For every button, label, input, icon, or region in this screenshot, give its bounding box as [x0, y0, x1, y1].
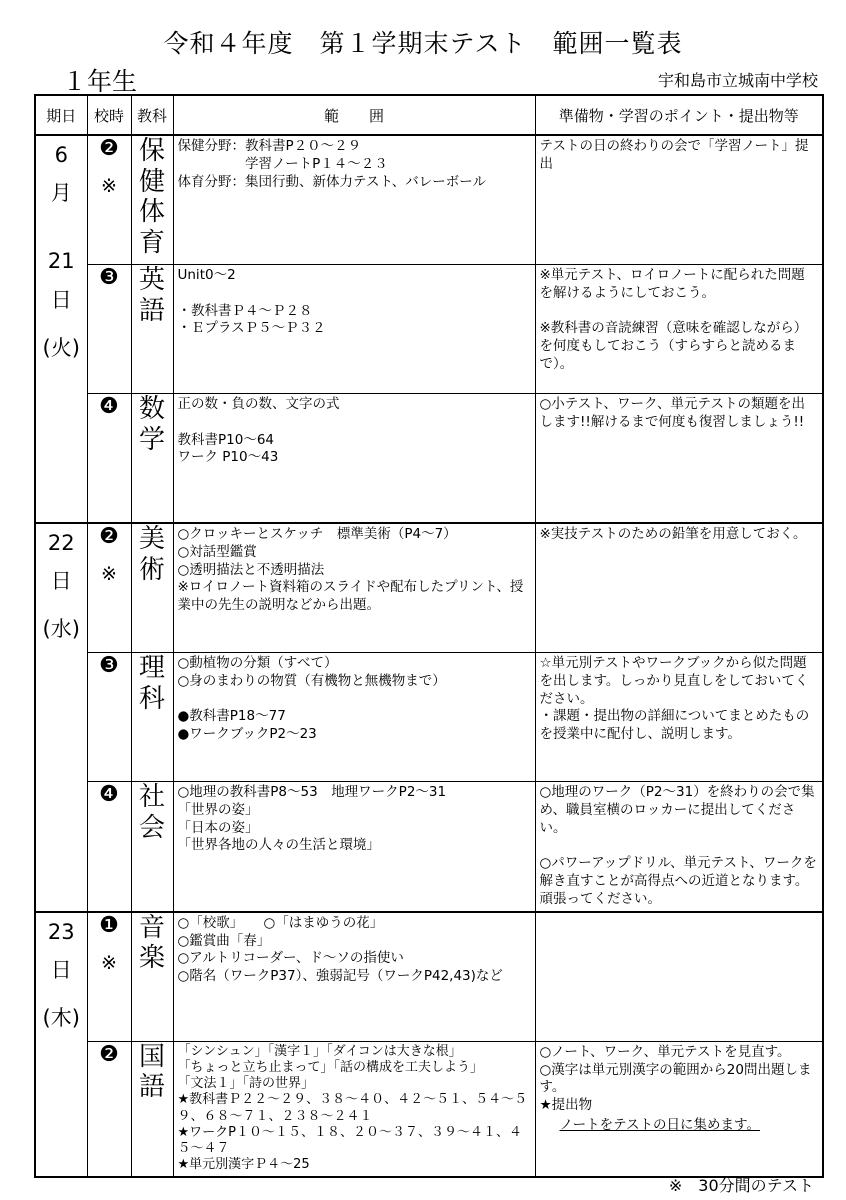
period-number: ❸	[99, 653, 119, 678]
table-row	[35, 1041, 823, 1177]
subject-cell	[131, 265, 173, 394]
notes-cell	[535, 265, 823, 394]
date-cell-23	[35, 912, 87, 1177]
notes-text: ※実技テストのための鉛筆を用意しておく。	[539, 526, 807, 542]
range-text: Unit0～2 ・教科書Ｐ４～Ｐ２８ ・ＥプラスＰ５～Ｐ３２	[177, 267, 326, 337]
range-cell	[173, 912, 535, 1042]
subject-cell	[131, 912, 173, 1042]
subject-name: 英語	[139, 265, 166, 326]
header-subject: 教科	[131, 95, 173, 135]
date-line: 21	[47, 249, 75, 274]
subject-name: 理科	[139, 653, 166, 714]
period-number: ❷	[99, 136, 119, 161]
notes-text: ○小テスト、ワーク、単元テストの類題を出します!!解けるまで何度も復習しましょう!!	[539, 396, 805, 430]
header-range: 範 囲	[173, 95, 535, 135]
date-line: 月	[50, 181, 72, 206]
period-cell	[87, 1041, 131, 1177]
subject-name: 音楽	[139, 912, 166, 974]
date-cell-22	[35, 523, 87, 912]
notes-cell	[535, 523, 823, 653]
date-line: 日	[50, 287, 72, 312]
subject-name: 国語	[139, 1041, 166, 1103]
range-cell	[173, 394, 535, 524]
footer-note: ※ 30分間のテスト	[668, 1176, 814, 1195]
date-cell-6-21	[35, 135, 87, 523]
period-cell	[87, 265, 131, 394]
notes-text: ○地理のワーク（P2～31）を終わりの会で集め、職員室横のロッカーに提出してください。 ○パワーアップドリル、単元テスト、ワークを解き直すことが高得点への近道となります。頑張ってください。	[539, 784, 817, 907]
period-cell	[87, 782, 131, 912]
subject-cell	[131, 1041, 173, 1177]
school-name: 宇和島市立城南中学校	[657, 71, 818, 90]
subject-name: 保健体育	[139, 136, 166, 259]
period-cell	[87, 135, 131, 265]
table-row	[35, 782, 823, 912]
header-notes: 準備物・学習のポイント・提出物等	[535, 95, 823, 135]
range-text: ○クロッキーとスケッチ 標準美術（P4～7） ○対話型鑑賞 ○透明描法と不透明描法 ※ロイロノート資料箱のスライドや配布したプリント、授業中の先生の説明などから出題。	[177, 526, 524, 614]
table-row	[35, 135, 823, 265]
notes-cell	[535, 912, 823, 1042]
period-number: ❸	[99, 265, 119, 290]
date-line: 23	[47, 919, 75, 944]
period-number: ❷	[99, 1041, 119, 1067]
range-cell	[173, 782, 535, 912]
range-text: ○「校歌」 ○「はまゆうの花」 ○鑑賞曲「春」 ○アルトリコーダー、ド～ソの指使い ○階名（ワークP37）、強弱記号（ワークP42,43)など	[177, 914, 503, 985]
date-line: 6	[54, 143, 68, 167]
period-number: ❹	[99, 394, 119, 419]
subject-name: 美術	[139, 524, 166, 585]
notes-text: ○ノート、ワーク、単元テストを見直す。 ○漢字は単元別漢字の範囲から20問出題します。 ★提出物	[539, 1043, 812, 1114]
header-date: 期日	[35, 95, 87, 135]
notes-text	[536, 913, 823, 917]
range-text: ○地理の教科書P8～53 地理ワークP2～31 「世界の姿」 「日本の姿」 「世界各地の人々の生活と環境」	[177, 784, 447, 854]
table-header-row	[35, 95, 823, 135]
range-cell	[173, 135, 535, 265]
period-cell	[87, 653, 131, 782]
notes-text: テストの日の終わりの会で「学習ノート」提出	[539, 138, 809, 172]
subject-name: 社会	[139, 782, 166, 843]
subject-name: 数学	[139, 394, 166, 455]
short-test-mark: ※	[101, 951, 117, 974]
date-line: (木)	[42, 1006, 80, 1031]
exam-range-table	[34, 94, 824, 1178]
table-row	[35, 523, 823, 653]
date-line: 22	[47, 531, 75, 555]
notes-cell	[535, 135, 823, 265]
range-cell	[173, 523, 535, 653]
table-row	[35, 394, 823, 524]
range-cell	[173, 1041, 535, 1177]
range-text: ○動植物の分類（すべて） ○身のまわりの物質（有機物と無機物まで） ●教科書P18～77 ●ワークブックP2～23	[177, 655, 446, 743]
range-cell	[173, 653, 535, 782]
submission-note: ノートをテストの日に集めます。	[559, 1116, 760, 1133]
period-number: ❹	[99, 782, 119, 807]
period-cell	[87, 523, 131, 653]
date-line: 日	[50, 569, 72, 594]
notes-text: ※単元テスト、ロイロノートに配られた問題を解けるようにしておこう。 ※教科書の音読練習（意味を確認しながら）を何度もしておこう（すらすらと読めるまで）。	[539, 267, 808, 373]
table-row	[35, 912, 823, 1042]
range-text: 正の数・負の数、文字の式 教科書P10～64 ワーク P10～43	[177, 396, 340, 466]
notes-cell	[535, 653, 823, 782]
grade-label: １年生	[62, 67, 138, 96]
subject-cell	[131, 782, 173, 912]
short-test-mark: ※	[101, 175, 117, 197]
notes-cell	[535, 782, 823, 912]
period-cell	[87, 912, 131, 1042]
subject-cell	[131, 135, 173, 265]
page-title: 令和４年度 第１学期末テスト 範囲一覧表	[163, 29, 683, 58]
notes-text: ☆単元別テストやワークブックから似た問題を出します。しっかり見直しをしておいてください。 ・課題・提出物の詳細についてまとめたものを授業中に配付し、説明します。	[539, 655, 810, 743]
period-cell	[87, 394, 131, 524]
period-number: ❶	[99, 912, 119, 938]
range-text: 保健分野：教科書P２０～２９ 学習ノートP１４～２３ 体育分野：集団行動、新体力テスト、バレーボール	[177, 138, 486, 190]
period-number: ❷	[99, 524, 119, 549]
notes-cell	[535, 394, 823, 524]
table-row	[35, 653, 823, 782]
subject-cell	[131, 394, 173, 524]
subject-cell	[131, 653, 173, 782]
date-line: (水)	[42, 617, 80, 642]
table-row	[35, 265, 823, 394]
date-line: (火)	[42, 335, 80, 360]
date-line: 日	[50, 957, 72, 982]
short-test-mark: ※	[101, 563, 117, 585]
header-period: 校時	[87, 95, 131, 135]
range-text: 「シンシュン」「漢字１」「ダイコンは大きな根」 「ちょっと立ち止まって」「話の構成を工夫しよう」 「文法１」「詩の世界」 ★教科書Ｐ２２～２９、３８～４０、４２～５１、５４～５９、６８～７１、２３８～２４１ ★ワークP１０～１５、１８、２０～３７、３９～４１、４５～４７ ★単元別漢字Ｐ４～25	[177, 1043, 528, 1173]
range-cell	[173, 265, 535, 394]
subject-cell	[131, 523, 173, 653]
notes-cell	[535, 1041, 823, 1177]
